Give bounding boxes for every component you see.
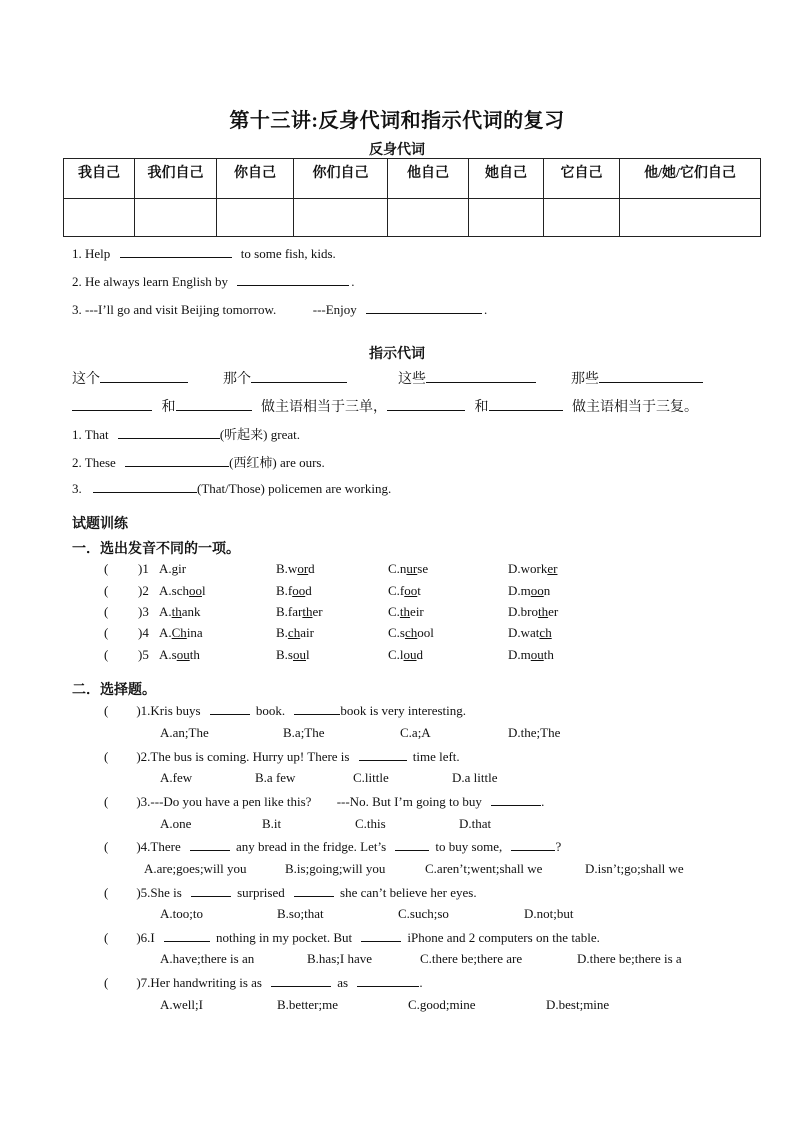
answer-blank[interactable] [210,702,250,715]
answer-blank[interactable] [251,370,347,383]
reflexive-question-1: 1. Help to some fish, kids. [72,246,336,261]
option[interactable]: C.aren’t;went;shall we [425,861,543,876]
practice-heading: 试题训练 [72,517,128,532]
option[interactable]: A.one [160,816,192,831]
option[interactable] [159,604,201,620]
option[interactable]: D.there be;there is a [577,951,682,966]
underlined-letters: er [547,561,558,576]
underlined-letters: ch [539,625,552,640]
underlined-letters: th [399,604,411,619]
question-6: ( )6.I nothing in my pocket. But iPhone and 2 computers on the table. [104,930,600,945]
option[interactable]: B.is;going;will you [285,861,386,876]
answer-blank[interactable] [599,370,703,383]
option[interactable]: A.an;The [160,725,209,740]
answer-blank[interactable] [93,480,197,493]
answer-blank[interactable] [511,838,555,851]
answer-paren[interactable]: ( [104,583,109,598]
option[interactable] [388,625,434,641]
pronunciation-row [104,561,558,577]
underlined-letters: oo [530,583,544,598]
answer-blank[interactable] [120,245,232,258]
option[interactable] [508,604,558,620]
option[interactable]: A.too;to [160,906,203,921]
answer-blank[interactable] [191,884,231,897]
underlined-letters: ou [403,647,417,662]
header-cell: 他/她/它们自己 [620,159,761,199]
answer-cell[interactable] [135,199,217,237]
option-text: D.wat [508,625,540,640]
header-cell: 我自己 [64,159,135,199]
header-cell: 她自己 [469,159,544,199]
option-text: l [305,647,310,662]
header-cell: 他自己 [388,159,469,199]
option[interactable]: B.it [262,816,282,831]
answer-blank[interactable] [395,838,429,851]
underlined-letters: oo [188,583,202,598]
option[interactable] [159,647,200,663]
option[interactable] [276,625,314,641]
answer-blank[interactable] [72,398,152,411]
reflexive-heading: 反身代词 [369,143,425,158]
answer-blank[interactable] [125,454,229,467]
answer-blank[interactable] [190,838,230,851]
answer-cell[interactable] [620,199,761,237]
option-text: D.bro [508,604,538,619]
pronunciation-row [104,604,559,620]
header-cell: 你们自己 [294,159,388,199]
answer-blank[interactable] [426,370,536,383]
underlined-letters: oo [292,583,306,598]
option-text: C.n [388,561,407,576]
option[interactable] [388,604,424,620]
option-text: C.l [388,647,404,662]
answer-blank[interactable] [237,273,349,286]
option[interactable] [508,647,554,663]
option[interactable]: C.good;mine [408,997,476,1012]
option[interactable] [276,561,315,577]
demonstrative-question-3: 3. (That/Those) policemen are working. [72,481,392,496]
option-text: n [543,583,551,598]
option[interactable]: D.best;mine [546,997,610,1012]
option[interactable]: C.little [353,770,389,785]
option[interactable] [388,647,423,663]
option-text: B. [276,625,288,640]
pronunciation-row [104,647,554,663]
answer-blank[interactable] [294,884,334,897]
option-text: B.w [276,561,298,576]
question-7: ( )7.Her handwriting is as as . [104,975,423,990]
answer-blank[interactable] [361,929,401,942]
header-cell: 我们自己 [135,159,217,199]
question-number: )1 [138,561,149,576]
option[interactable]: B.a few [255,770,296,785]
option-text: se [417,561,429,576]
option-text: th [189,647,200,662]
option[interactable] [276,604,323,620]
demonstrative-question-2: 2. These (西红柿) are ours. [72,455,325,470]
option[interactable] [508,561,557,577]
option[interactable] [508,583,550,599]
option-text: eir [410,604,424,619]
option-text: B.far [276,604,303,619]
page-title: 第十三讲:反身代词和指示代词的复习 [229,110,565,132]
option-text: er [548,604,559,619]
demonstrative-question-1: 1. That (听起来) great. [72,427,300,442]
answer-blank[interactable] [294,702,340,715]
question-4: ( )4.There any bread in the fridge. Let’s to buy some, ? [104,839,562,854]
answer-blank[interactable] [164,929,210,942]
answer-cell[interactable] [64,199,135,237]
question-number: )3 [138,604,149,619]
option-text: d [308,561,315,576]
answer-blank[interactable] [176,398,252,411]
option[interactable]: D.the;The [508,725,561,740]
header-cell: 你自己 [217,159,294,199]
option-text: ir [178,561,187,576]
underlined-letters: th [171,604,182,619]
answer-blank[interactable] [100,370,188,383]
option[interactable] [159,583,206,599]
answer-cell[interactable] [294,199,388,237]
option[interactable]: C.there be;there are [420,951,523,966]
answer-cell[interactable] [217,199,294,237]
option[interactable]: B.has;I have [307,951,372,966]
option-text: D.m [508,647,531,662]
option[interactable] [276,647,310,663]
option-text: d [305,583,312,598]
answer-blank[interactable] [357,974,419,987]
option-text: A.sch [159,583,189,598]
option-text: B.f [276,583,293,598]
option-text: B.s [276,647,293,662]
option-text: l [201,583,206,598]
answer-paren[interactable]: ( [104,625,109,640]
underlined-letters: ur [406,561,418,576]
reflexive-question-3: 3. ---I’ll go and visit Beijing tomorrow. ---Enjoy . [72,302,488,317]
answer-paren[interactable]: ( [104,647,109,662]
option[interactable] [388,561,428,577]
option[interactable]: B.so;that [277,906,324,921]
question-number: )2 [138,583,149,598]
option[interactable] [276,583,312,599]
option-text: air [300,625,314,640]
option-text: C.f [388,583,405,598]
option-text: ank [181,604,201,619]
answer-cell[interactable] [388,199,469,237]
pronunciation-row [104,625,552,641]
question-5: ( )5.She is surprised she can’t believe her eyes. [104,885,477,900]
part1-heading: 一．选出发音不同的一项。 [72,542,240,557]
underlined-letters: g [171,561,179,576]
option[interactable]: C.this [355,816,386,831]
option-text: D.work [508,561,548,576]
option-text: d [416,647,424,662]
answer-blank[interactable] [366,301,482,314]
option-text: C.s [388,625,405,640]
option-text: A. [159,604,172,619]
underlined-letters: ou [176,647,190,662]
underlined-letters: th [302,604,313,619]
demonstrative-rule: 和 做主语相当于三单， 和 做主语相当于三复。 [72,396,698,416]
option[interactable]: D.that [459,816,492,831]
question-number: )5 [138,647,149,662]
option[interactable]: D.not;but [524,906,574,921]
question-2: ( )2.The bus is coming. Hurry up! There is time left. [104,749,460,764]
underlined-letters: ou [292,647,306,662]
option[interactable] [159,561,186,577]
option-text: ina [186,625,203,640]
pronunciation-row [104,583,551,599]
answer-blank[interactable] [387,398,465,411]
option[interactable] [508,625,552,641]
option[interactable]: B.better;me [277,997,339,1012]
option[interactable]: A.few [160,770,193,785]
underlined-letters: ou [530,647,544,662]
option[interactable]: C.such;so [398,906,449,921]
answer-cell[interactable] [544,199,620,237]
option-text: D.m [508,583,531,598]
reflexive-table [63,158,761,237]
option-text: ool [417,625,434,640]
underlined-letters: ch [287,625,301,640]
option[interactable]: C.a;A [400,725,431,740]
underlined-letters: oo [404,583,418,598]
option-text: A. [159,561,172,576]
answer-cell[interactable] [469,199,544,237]
demonstrative-row: 这个 那个 这些 那些 [72,368,703,388]
answer-blank[interactable] [118,426,220,439]
answer-paren[interactable]: ( [104,561,109,576]
option[interactable]: D.a little [452,770,498,785]
demonstrative-heading: 指示代词 [369,347,425,362]
option-text: th [543,647,554,662]
answer-blank[interactable] [359,748,407,761]
answer-paren[interactable]: ( [104,604,109,619]
option[interactable]: D.isn’t;go;shall we [585,861,684,876]
answer-blank[interactable] [271,974,331,987]
part2-heading: 二．选择题。 [72,683,156,698]
option-text: er [312,604,323,619]
answer-blank[interactable] [489,398,563,411]
option[interactable] [159,625,203,641]
option-text: A.s [159,647,177,662]
option-text: A. [159,625,172,640]
header-cell: 它自己 [544,159,620,199]
question-3: ( )3.---Do you have a pen like this? ---No. But I’m going to buy . [104,794,545,809]
question-1: ( )1.Kris buys book. book is very interesting. [104,703,467,718]
option[interactable]: A.are;goes;will you [144,861,247,876]
option[interactable] [388,583,421,599]
underlined-letters: or [297,561,309,576]
option[interactable]: A.well;I [160,997,203,1012]
option-text: C. [388,604,400,619]
option[interactable]: A.have;there is an [160,951,255,966]
reflexive-question-2: 2. He always learn English by . [72,274,355,289]
option[interactable]: B.a;The [283,725,325,740]
question-number: )4 [138,625,149,640]
underlined-letters: th [537,604,549,619]
answer-blank[interactable] [491,793,541,806]
underlined-letters: Ch [171,625,187,640]
option-text: t [417,583,421,598]
underlined-letters: ch [404,625,418,640]
